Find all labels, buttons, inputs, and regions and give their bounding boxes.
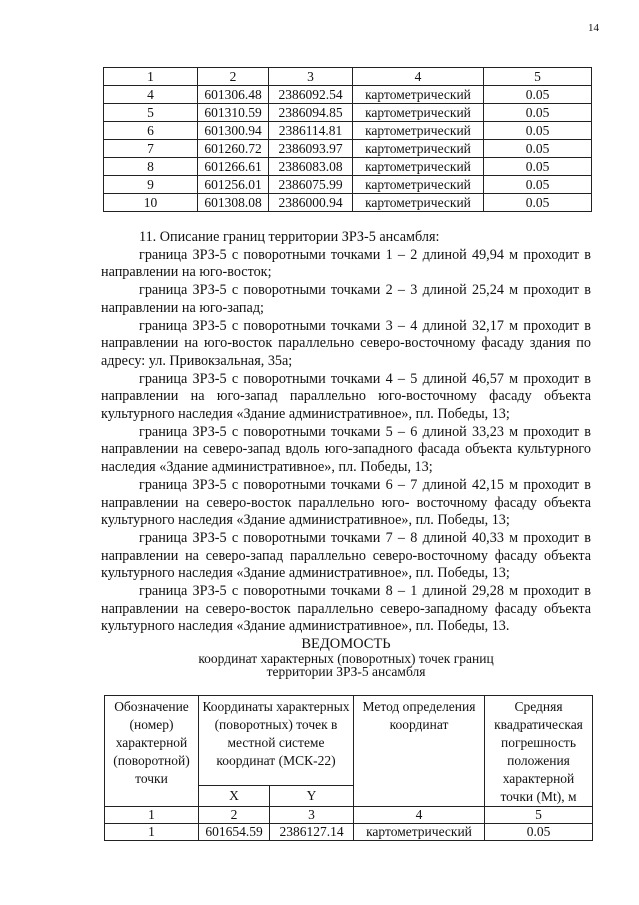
column-number: 4 xyxy=(353,68,484,86)
error-mt: 0.05 xyxy=(484,158,592,176)
header-coordinates: Координаты характерных (поворотных) точек в местной системе координат (МСК-22) xyxy=(199,696,354,786)
header-y: Y xyxy=(270,786,354,807)
method: картометрический xyxy=(353,176,484,194)
header-error: Средняя квадратическая погрешность положения характерной точки (Mt), м xyxy=(485,696,593,807)
table-header-row xyxy=(104,68,592,86)
column-number: 1 xyxy=(104,68,198,86)
table-row xyxy=(104,86,592,104)
column-number: 3 xyxy=(270,807,354,824)
point-number: 1 xyxy=(105,824,199,841)
table-row xyxy=(104,158,592,176)
table-row xyxy=(104,194,592,212)
coordinates-table-continued xyxy=(103,67,592,212)
table-row xyxy=(104,104,592,122)
paragraph: граница ЗРЗ-5 с поворотными точками 3 – 4 длиной 32,17 м проходит в направлении на юго-восток параллельно северо-восточному фасаду здания по адресу: ул. Привокзальная, 35а; xyxy=(101,317,591,369)
point-number: 10 xyxy=(104,194,198,212)
paragraph: граница ЗРЗ-5 с поворотными точками 8 – 1 длиной 29,28 м проходит в направлении на северо-восток параллельно северо-западному фасаду объекта культурного наследия «Здание административное», пл. Победы, 13. xyxy=(101,583,591,635)
header-method: Метод определения координат xyxy=(354,696,485,807)
column-number: 5 xyxy=(485,807,593,824)
error-mt: 0.05 xyxy=(484,104,592,122)
point-number: 9 xyxy=(104,176,198,194)
coord-x: 601306.48 xyxy=(198,86,269,104)
statement-title: ВЕДОМОСТЬ xyxy=(301,636,391,652)
coord-x: 601300.94 xyxy=(198,122,269,140)
statement-title-block xyxy=(101,636,591,678)
coord-y: 2386093.97 xyxy=(269,140,353,158)
boundary-description xyxy=(101,229,591,636)
table-row xyxy=(105,824,593,841)
section-heading: 11. Описание границ территории ЗРЗ-5 ансамбля: xyxy=(139,229,440,245)
coord-y: 2386083.08 xyxy=(269,158,353,176)
header-x: X xyxy=(199,786,270,807)
column-number: 5 xyxy=(484,68,592,86)
coord-x: 601260.72 xyxy=(198,140,269,158)
coord-y: 2386094.85 xyxy=(269,104,353,122)
paragraph: граница ЗРЗ-5 с поворотными точками 7 – 8 длиной 40,33 м проходит в направлении на северо-запад параллельно северо-восточному фасаду объекта культурного наследия «Здание административное», пл. Победы, 13; xyxy=(101,529,591,582)
statement-subtitle-line2: территории ЗРЗ-5 ансамбля xyxy=(266,664,426,679)
page-number: 14 xyxy=(588,22,599,34)
coordinates-statement-table xyxy=(104,695,593,841)
table-row xyxy=(104,122,592,140)
coord-x: 601308.08 xyxy=(198,194,269,212)
coord-y: 2386075.99 xyxy=(269,176,353,194)
paragraph: граница ЗРЗ-5 с поворотными точками 5 – 6 длиной 33,23 м проходит в направлении на северо-запад вдоль юго-западного фасада объекта культурного наследия «Здание административное», пл. Победы, 13; xyxy=(101,423,591,476)
point-number: 7 xyxy=(104,140,198,158)
point-number: 8 xyxy=(104,158,198,176)
point-number: 5 xyxy=(104,104,198,122)
method: картометрический xyxy=(353,122,484,140)
coord-y: 2386092.54 xyxy=(269,86,353,104)
paragraph: граница ЗРЗ-5 с поворотными точками 6 – 7 длиной 42,15 м проходит в направлении на северо-восток параллельно юго- восточному фасаду объекта культурного наследия «Здание административное», пл. Победы, 13; xyxy=(101,476,591,529)
method: картометрический xyxy=(353,140,484,158)
column-number: 1 xyxy=(105,807,199,824)
error-mt: 0.05 xyxy=(484,176,592,194)
error-mt: 0.05 xyxy=(484,140,592,158)
method: картометрический xyxy=(353,194,484,212)
table-row xyxy=(104,140,592,158)
table-header-row xyxy=(105,696,593,786)
method: картометрический xyxy=(353,158,484,176)
error-mt: 0.05 xyxy=(484,122,592,140)
point-number: 4 xyxy=(104,86,198,104)
coord-x: 601256.01 xyxy=(198,176,269,194)
error-mt: 0.05 xyxy=(484,194,592,212)
point-number: 6 xyxy=(104,122,198,140)
column-number: 2 xyxy=(199,807,270,824)
table-row xyxy=(104,176,592,194)
coord-y: 2386127.14 xyxy=(270,824,354,841)
coord-x: 601266.61 xyxy=(198,158,269,176)
error-mt: 0.05 xyxy=(485,824,593,841)
method: картометрический xyxy=(353,86,484,104)
method: картометрический xyxy=(353,104,484,122)
coord-x: 601310.59 xyxy=(198,104,269,122)
header-point-designation: Обозначение (номер) характерной (поворотной) точки xyxy=(105,696,199,807)
coord-x: 601654.59 xyxy=(199,824,270,841)
method: картометрический xyxy=(354,824,485,841)
paragraph: граница ЗРЗ-5 с поворотными точками 4 – 5 длиной 46,57 м проходит в направлении на юго-запад параллельно юго-восточному фасаду объекта культурного наследия «Здание административное», пл. Победы, 13; xyxy=(101,370,591,423)
table-numbering-row xyxy=(105,807,593,824)
statement-subtitle-line1: координат характерных (поворотных) точек границ xyxy=(198,651,494,666)
paragraph: граница ЗРЗ-5 с поворотными точками 2 – 3 длиной 25,24 м проходит в направлении на юго-запад; xyxy=(101,282,591,316)
paragraph: граница ЗРЗ-5 с поворотными точками 1 – 2 длиной 49,94 м проходит в направлении на юго-восток; xyxy=(101,246,591,281)
coord-y: 2386000.94 xyxy=(269,194,353,212)
column-number: 2 xyxy=(198,68,269,86)
column-number: 4 xyxy=(354,807,485,824)
error-mt: 0.05 xyxy=(484,86,592,104)
column-number: 3 xyxy=(269,68,353,86)
coord-y: 2386114.81 xyxy=(269,122,353,140)
